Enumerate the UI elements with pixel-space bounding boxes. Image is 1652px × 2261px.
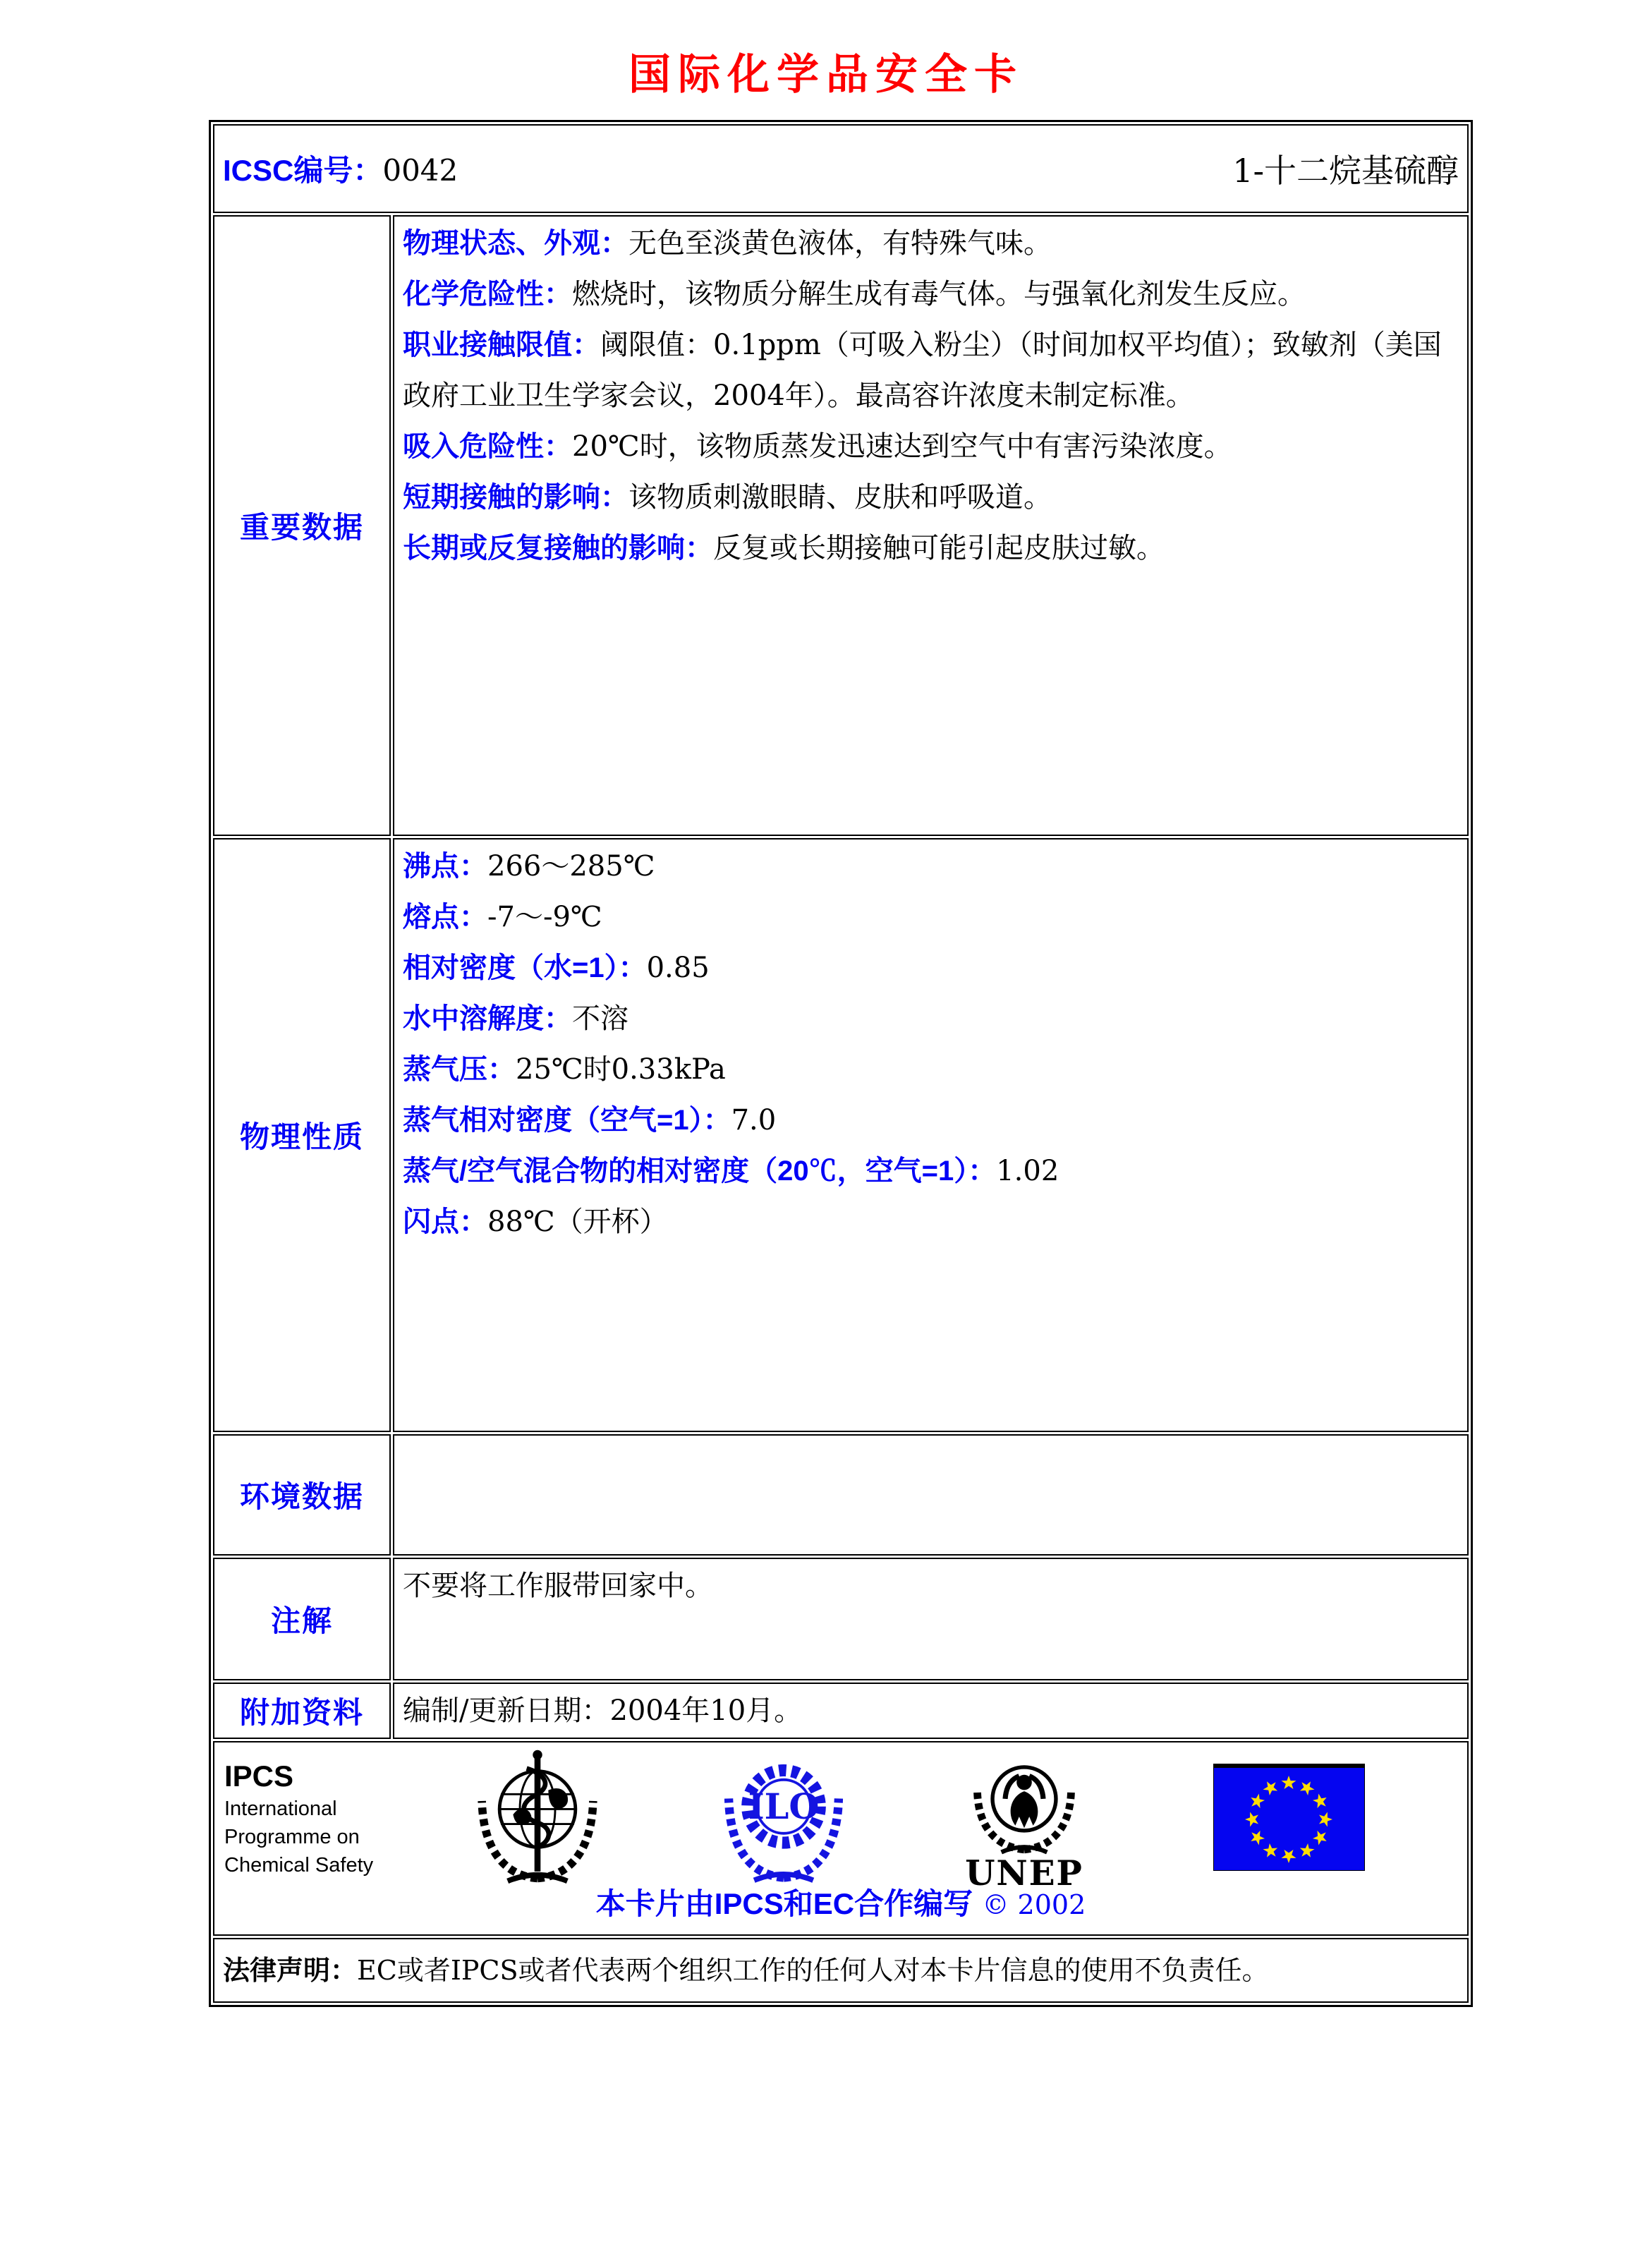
section-label-notes: 注解 (213, 1558, 391, 1680)
data-line-exposure-limit: 职业接触限值：阈限值：0.1ppm（可吸入粉尘）（时间加权平均值）；致敏剂（美国政府工业卫生学家会议，2004年）。最高容许浓度未制定标准。 (403, 329, 1442, 412)
footer-row (213, 1741, 1469, 1936)
legal-label: 法律声明： (223, 1956, 358, 1986)
legal-text: EC或者IPCS或者代表两个组织工作的任何人对本卡片信息的使用不负责任。 (357, 1954, 1269, 1986)
prop-line-melting-point: 熔点：-7～-9℃ (403, 901, 602, 933)
chemical-name: 1-十二烷基硫醇 (1232, 152, 1459, 190)
data-line-inhalation-risk: 吸入危险性：20℃时，该物质蒸发迅速达到空气中有害污染浓度。 (403, 430, 1232, 463)
prop-line-boiling-point: 沸点：266～285℃ (403, 850, 655, 883)
section-label-environmental-data: 环境数据 (213, 1434, 391, 1556)
prop-line-vapor-density: 蒸气相对密度（空气=1）：7.0 (403, 1104, 777, 1136)
document-title: 国际化学品安全卡 (628, 50, 1024, 99)
icsc-number-value: 0042 (382, 153, 458, 188)
section-label-important-data: 重要数据 (213, 215, 391, 836)
prop-line-vapor-air-mixture-density: 蒸气/空气混合物的相对密度（20℃，空气=1）：1.02 (403, 1155, 1059, 1187)
svg-text:ILO: ILO (748, 1786, 820, 1827)
header-row (213, 124, 1469, 213)
notes-content (393, 1558, 1469, 1680)
prop-line-relative-density: 相对密度（水=1）：0.85 (403, 952, 710, 984)
who-logo-icon (468, 1747, 607, 1888)
data-line-physical-state: 物理状态、外观：无色至淡黄色液体，有特殊气味。 (403, 227, 1052, 260)
section-label-physical-properties: 物理性质 (213, 838, 391, 1432)
icsc-card-table (209, 120, 1473, 2007)
footer-cell (213, 1741, 1469, 1936)
ipcs-title: IPCS (224, 1759, 294, 1793)
prop-line-water-solubility: 水中溶解度：不溶 (403, 1002, 628, 1035)
physical-properties-content (393, 838, 1469, 1432)
legal-cell (213, 1938, 1469, 2003)
important-data-row (213, 215, 1469, 836)
update-date-line: 编制/更新日期：2004年10月。 (403, 1695, 803, 1727)
header-cell (213, 124, 1469, 213)
physical-properties-row (213, 838, 1469, 1432)
note-line: 不要将工作服带回家中。 (403, 1570, 713, 1602)
caption-text: 本卡片由IPCS和EC合作编写 (595, 1887, 973, 1920)
notes-row (213, 1558, 1469, 1680)
caption-copyright: © 2002 (982, 1889, 1086, 1920)
additional-info-content (393, 1683, 1469, 1739)
eu-flag-icon (1213, 1764, 1365, 1871)
additional-info-row (213, 1683, 1469, 1739)
unep-logo-icon (961, 1748, 1088, 1893)
important-data-content (393, 215, 1469, 836)
footer-caption (214, 1881, 1467, 1923)
icsc-number-group (223, 147, 458, 190)
environmental-data-row (213, 1434, 1469, 1556)
prop-line-vapor-pressure: 蒸气压：25℃时0.33kPa (403, 1053, 726, 1086)
svg-text:UNEP: UNEP (965, 1853, 1083, 1893)
environmental-data-content (393, 1434, 1469, 1556)
ilo-logo-icon (717, 1747, 851, 1888)
prop-line-flash-point: 闪点：88℃（开杯） (403, 1206, 668, 1238)
icsc-number-label: ICSC编号： (223, 154, 383, 187)
data-line-short-term-effects: 短期接触的影响：该物质刺激眼睛、皮肤和呼吸道。 (403, 481, 1052, 514)
legal-row (213, 1938, 1469, 2003)
data-line-long-term-effects: 长期或反复接触的影响：反复或长期接触可能引起皮肤过敏。 (403, 532, 1165, 564)
data-line-chemical-danger: 化学危险性：燃烧时，该物质分解生成有毒气体。与强氧化剂发生反应。 (403, 278, 1306, 310)
section-label-additional-info: 附加资料 (213, 1683, 391, 1739)
ipcs-text-block: IPCS International Programme on Chemical Safety (224, 1759, 374, 1877)
